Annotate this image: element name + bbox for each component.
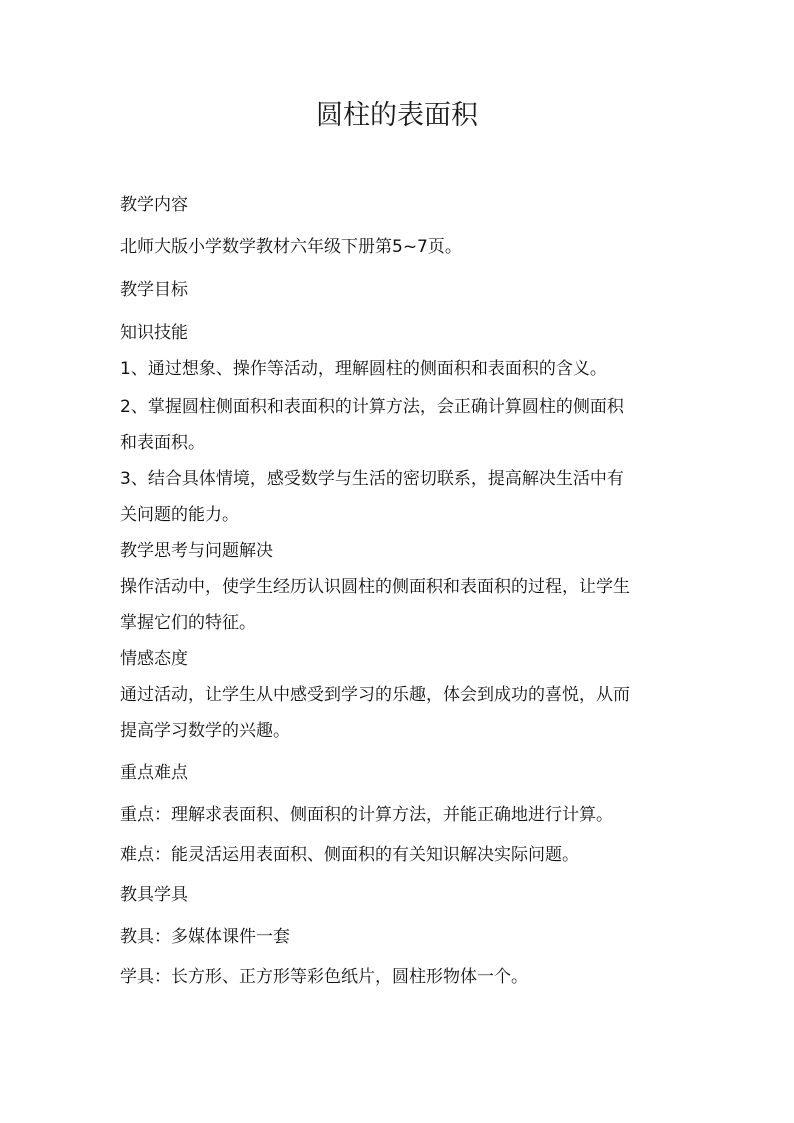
thinking-text-line-2: 掌握它们的特征。 — [120, 613, 256, 633]
thinking-text-line-1: 操作活动中，使学生经历认识圆柱的侧面积和表面积的过程，让学生 — [120, 577, 630, 597]
heading-thinking-problem-solving: 教学思考与问题解决 — [120, 541, 273, 561]
knowledge-item-1: 1、通过想象、操作等活动，理解圆柱的侧面积和表面积的含义。 — [120, 359, 607, 379]
teacher-tools-text: 教具：多媒体课件一套 — [120, 927, 290, 947]
emotion-text-line-1: 通过活动，让学生从中感受到学习的乐趣，体会到成功的喜悦，从而 — [120, 685, 630, 705]
knowledge-item-2-line-1: 2、掌握圆柱侧面积和表面积的计算方法，会正确计算圆柱的侧面积 — [120, 397, 624, 417]
key-point-text: 重点：理解求表面积、侧面积的计算方法，并能正确地进行计算。 — [120, 805, 613, 825]
heading-knowledge-skills: 知识技能 — [120, 323, 188, 343]
heading-teaching-goals: 教学目标 — [120, 280, 188, 300]
heading-teaching-content: 教学内容 — [120, 195, 188, 215]
heading-emotion-attitude: 情感态度 — [120, 649, 188, 669]
heading-teaching-tools: 教具学具 — [120, 885, 188, 905]
knowledge-item-3-line-2: 关问题的能力。 — [120, 505, 239, 525]
heading-key-difficult-points: 重点难点 — [120, 763, 188, 783]
difficult-point-text: 难点：能灵活运用表面积、侧面积的有关知识解决实际问题。 — [120, 845, 579, 865]
content-text: 北师大版小学数学教材六年级下册第5~7页。 — [120, 237, 462, 257]
student-tools-text: 学具：长方形、正方形等彩色纸片，圆柱形物体一个。 — [120, 967, 528, 987]
page-title: 圆柱的表面积 — [316, 100, 478, 131]
knowledge-item-3-line-1: 3、结合具体情境，感受数学与生活的密切联系，提高解决生活中有 — [120, 469, 624, 489]
knowledge-item-2-line-2: 和表面积。 — [120, 433, 205, 453]
emotion-text-line-2: 提高学习数学的兴趣。 — [120, 721, 290, 741]
